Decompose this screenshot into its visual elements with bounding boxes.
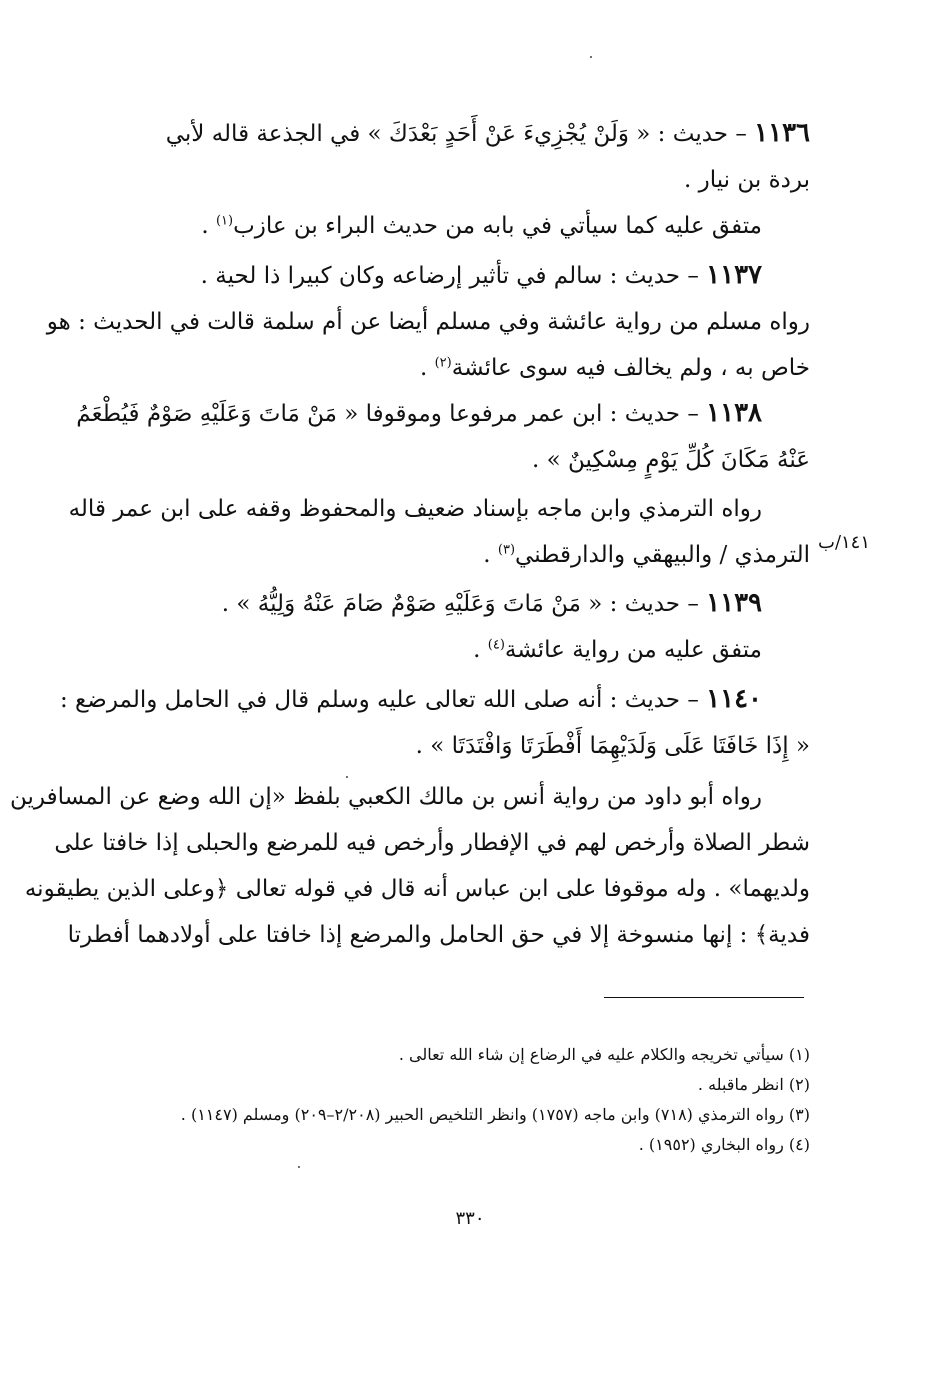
takhrij-line: ولديهما» . وله موقوفا على ابن عباس أنه قال في قوله تعالى ﴿وعلى الذين يطيقونه: [24, 876, 810, 902]
folio-margin-note: ١٤١/ب: [818, 532, 871, 553]
hadith-1136: [138, 110, 810, 249]
footnote: (٣) رواه الترمذي (٧١٨) وابن ماجه (١٧٥٧) وانظر التلخيص الحبير (٢/٢٠٨–٢٠٩) ومسلم (١١٤٧) .: [180, 1105, 810, 1124]
takhrij-line: رواه أبو داود من رواية أنس بن مالك الكعبي بلفظ «إن الله وضع عن المسافرين: [10, 784, 762, 810]
hadith-line: ١١٤٠ – حديث : أنه صلى الله تعالى عليه وسلم قال في الحامل والمرضع :: [60, 684, 762, 714]
takhrij-line: متفق عليه كما سيأتي في بابه من حديث البراء بن عازب$^{(١)}$ .: [201, 213, 762, 239]
scan-speck: [346, 776, 348, 778]
footnote: (٢) انظر ماقبله .: [697, 1075, 810, 1094]
takhrij-line: فدية﴾ : إنها منسوخة إلا في حق الحامل والمرضع إذا خافتا على أولادهما أفطرتا: [67, 922, 810, 948]
takhrij-line: رواه مسلم من رواية عائشة وفي مسلم أيضا عن أم سلمة قالت في الحديث : هو: [46, 309, 810, 335]
takhrij-line: متفق عليه من رواية عائشة$^{(٤)}$ .: [473, 637, 762, 663]
hadith-line: ١١٣٦ – حديث : « وَلَنْ يُجْزِيءَ عَنْ أَحَدٍ بَعْدَكَ » في الجذعة قاله لأبي: [165, 118, 810, 148]
footnote-ref: (٤): [487, 637, 505, 653]
hadith-1139: [138, 580, 810, 673]
hadith-number: ١١٣٨: [706, 398, 762, 428]
footnote: (٤) رواه البخاري (١٩٥٢) .: [638, 1135, 810, 1154]
hadith-line: بردة بن نيار .: [684, 167, 810, 193]
hadith-number: ١١٤٠: [706, 684, 762, 714]
footnote: (١) سيأتي تخريجه والكلام عليه في الرضاع إن شاء الله تعالى .: [398, 1045, 810, 1064]
scan-speck: [590, 56, 592, 58]
hadith-line: ١١٣٨ – حديث : ابن عمر مرفوعا وموقوفا « مَنْ مَاتَ وَعَلَيْهِ صَوْمٌ فَيُطْعَمُ: [76, 398, 762, 428]
hadith-line: ١١٣٧ – حديث : سالم في تأثير إرضاعه وكان كبيرا ذا لحية .: [200, 260, 762, 290]
hadith-number: ١١٣٧: [706, 260, 762, 290]
footnote-ref: (١): [215, 213, 234, 229]
takhrij-line: خاص به ، ولم يخالف فيه سوى عائشة$^{(٢)}$ .: [419, 355, 810, 381]
takhrij-line: رواه الترمذي وابن ماجه بإسناد ضعيف والمحفوظ وقفه على ابن عمر قاله: [68, 496, 762, 522]
hadith-line: « إِذَا خَافَتَا عَلَى وَلَدَيْهِمَا أَفْطَرَتَا وَافْتَدَتَا » .: [415, 733, 810, 759]
hadith-1140: [60, 676, 810, 769]
hadith-1137: [46, 252, 810, 391]
takhrij-line: الترمذي / والبيهقي والدارقطني$^{(٣)}$ .: [483, 542, 810, 568]
footnote-separator: [604, 997, 804, 998]
hadith-number: ١١٣٦: [754, 118, 810, 148]
hadith-number: ١١٣٩: [706, 588, 762, 618]
page-number: ٣٣٠: [455, 1208, 485, 1229]
takhrij-1138: [68, 486, 810, 578]
hadith-line: عَنْهُ مَكَانَ كُلِّ يَوْمٍ مِسْكِينٌ » .: [531, 447, 810, 473]
takhrij-1140: [10, 774, 810, 958]
hadith-line: ١١٣٩ – حديث : « مَنْ مَاتَ وَعَلَيْهِ صَوْمٌ صَامَ عَنْهُ وَلِيُّهُ » .: [221, 588, 762, 618]
scan-speck: [298, 1166, 300, 1168]
footnotes: [138, 1040, 810, 1160]
footnote-ref: (٢): [434, 355, 452, 371]
takhrij-line: شطر الصلاة وأرخص لهم في الإفطار وأرخص فيه للمرضع والحبلى إذا خافتا على: [54, 830, 810, 856]
footnote-ref: (٣): [497, 542, 516, 558]
hadith-1138: [76, 390, 810, 483]
